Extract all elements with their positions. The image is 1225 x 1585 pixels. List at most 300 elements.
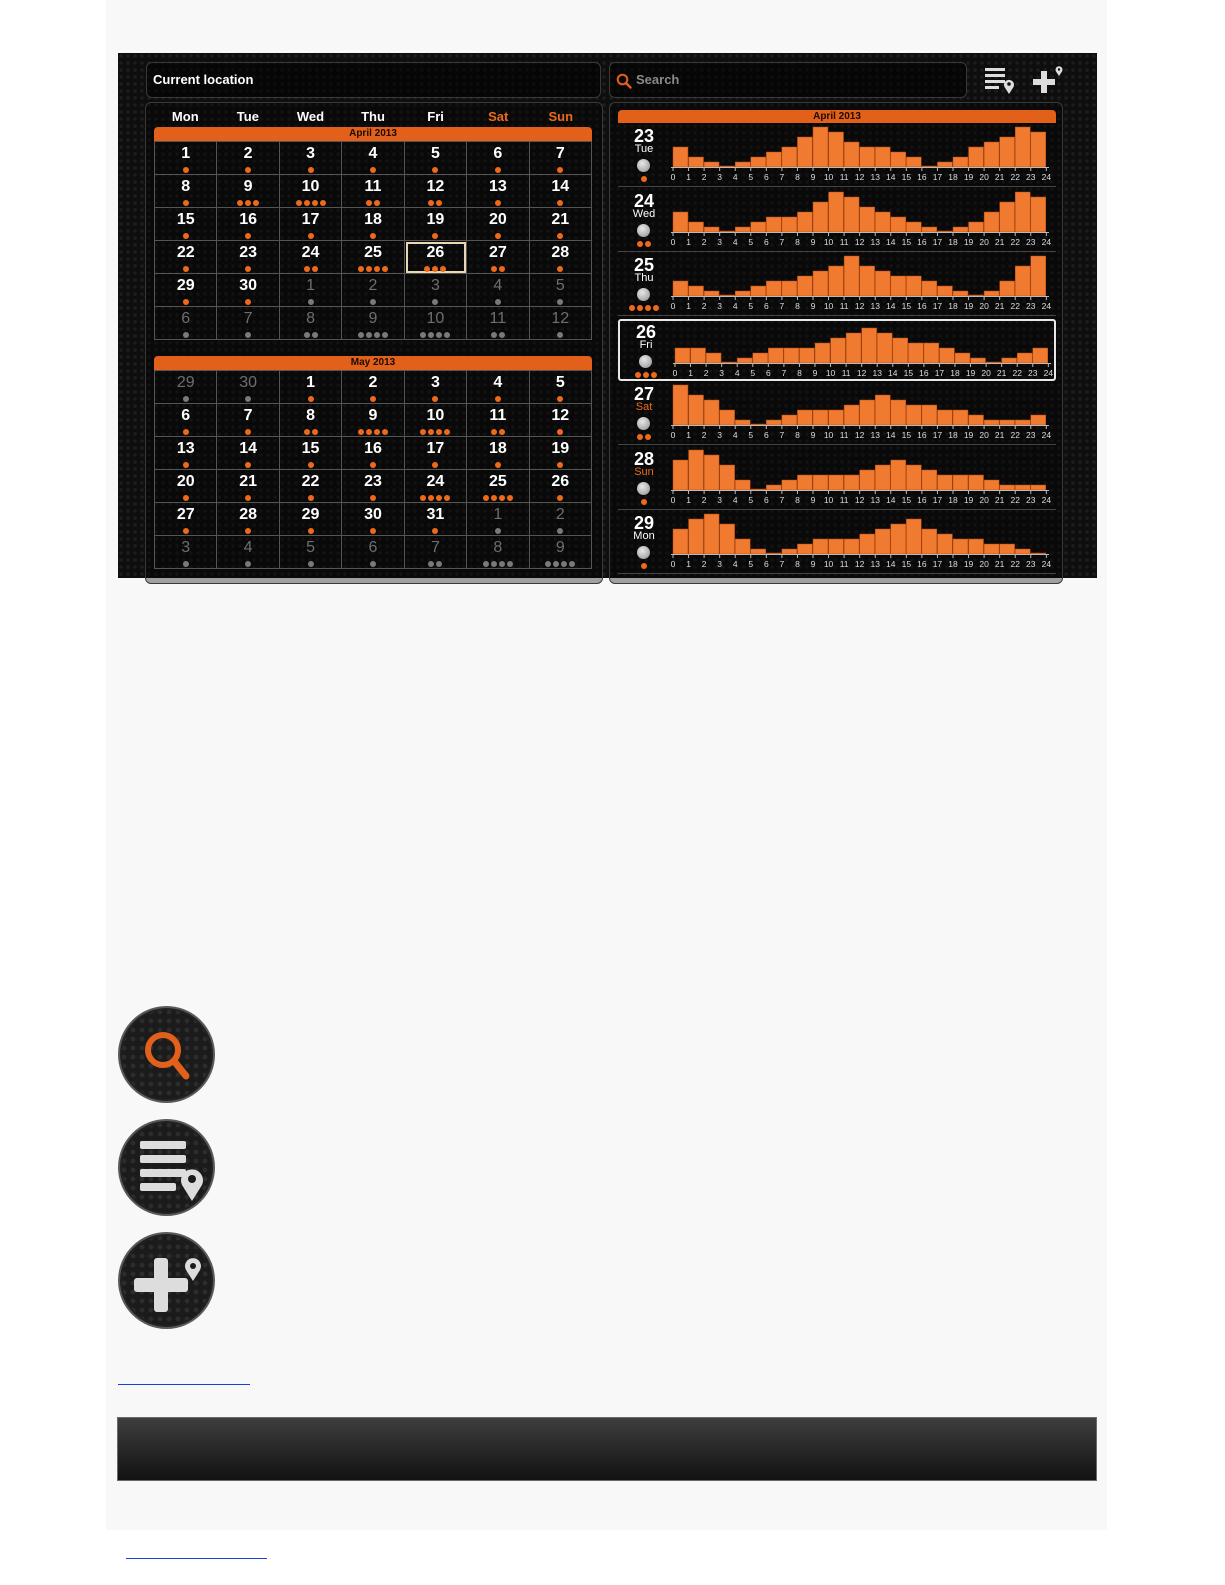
- calendar-day[interactable]: [467, 371, 529, 404]
- event-dots: [530, 559, 591, 567]
- x-tick-label: 20: [979, 301, 989, 311]
- hour-bar: [984, 212, 999, 232]
- hour-bar: [860, 147, 875, 167]
- hour-bar: [1002, 358, 1017, 363]
- daily-chart-row[interactable]: [618, 125, 1056, 187]
- calendar-day[interactable]: [280, 175, 342, 208]
- event-dot: [308, 528, 314, 534]
- day-number: 23: [364, 473, 382, 490]
- calendar-day[interactable]: [530, 274, 592, 307]
- event-dot: [183, 429, 189, 435]
- hour-bar: [751, 157, 766, 167]
- calendar-day[interactable]: [342, 175, 404, 208]
- add-location-button[interactable]: [1029, 63, 1065, 97]
- x-tick-label: 5: [748, 172, 754, 182]
- event-dot: [374, 266, 380, 272]
- search-button-large[interactable]: [118, 1006, 215, 1103]
- hour-bar: [844, 197, 859, 232]
- day-number: 5: [555, 374, 565, 391]
- event-dots: [217, 297, 278, 305]
- event-dot: [183, 233, 189, 239]
- chart-day-name: Fri: [639, 338, 653, 351]
- hour-bar: [1031, 553, 1046, 554]
- event-dots: [530, 165, 591, 173]
- x-tick-label: 14: [886, 430, 896, 440]
- hour-bar: [953, 157, 968, 167]
- hour-bar: [953, 410, 968, 425]
- calendar-day[interactable]: [280, 536, 342, 569]
- event-dot: [382, 266, 388, 272]
- daily-chart-row[interactable]: [618, 512, 1056, 574]
- calendar-day[interactable]: [467, 437, 529, 470]
- hour-bar: [675, 348, 690, 363]
- event-dots: [467, 264, 528, 272]
- hour-bar: [813, 202, 828, 232]
- calendar-day[interactable]: [217, 307, 279, 340]
- calendar-day[interactable]: [405, 175, 467, 208]
- hour-bar: [844, 405, 859, 425]
- event-dots: [405, 231, 466, 239]
- hour-bar: [735, 227, 750, 232]
- x-tick-label: 8: [795, 236, 800, 247]
- event-dots: [280, 231, 341, 239]
- chart-day-name: Wed: [632, 207, 656, 220]
- event-dot: [495, 233, 501, 239]
- hour-bar: [906, 276, 921, 296]
- x-tick-label: 20: [979, 430, 989, 440]
- x-tick-label: 7: [779, 236, 785, 247]
- calendar-day[interactable]: [342, 371, 404, 404]
- calendar-day[interactable]: [342, 437, 404, 470]
- day-number: 2: [555, 506, 565, 523]
- calendar-day[interactable]: [405, 142, 467, 175]
- x-tick-label: 6: [765, 367, 771, 378]
- day-number: 3: [430, 374, 440, 391]
- x-tick-label: 9: [810, 430, 816, 440]
- x-tick-label: 13: [870, 301, 880, 311]
- event-dot: [491, 561, 497, 567]
- event-dots: [342, 427, 403, 435]
- calendar-day[interactable]: [155, 404, 217, 437]
- x-tick-label: 5: [748, 559, 754, 569]
- search-icon: [616, 73, 632, 89]
- hour-bar: [782, 480, 797, 490]
- event-dot: [436, 200, 442, 206]
- hour-bar: [766, 553, 781, 554]
- calendar-day[interactable]: [217, 142, 279, 175]
- moon-phase-icon: [637, 224, 650, 237]
- calendar-day[interactable]: [217, 470, 279, 503]
- calendar-day[interactable]: [467, 175, 529, 208]
- day-number: 13: [176, 440, 195, 457]
- calendar-day[interactable]: [467, 208, 529, 241]
- location-list-button-large[interactable]: [118, 1119, 215, 1216]
- calendar-day[interactable]: [405, 404, 467, 437]
- hour-bar: [735, 291, 750, 296]
- hour-bar: [782, 217, 797, 232]
- calendar-day[interactable]: [342, 142, 404, 175]
- calendar-day[interactable]: [405, 536, 467, 569]
- event-dot: [428, 561, 434, 567]
- calendar-day[interactable]: [530, 142, 592, 175]
- calendar-day[interactable]: [155, 371, 217, 404]
- search-icon: [120, 1008, 213, 1101]
- calendar-day[interactable]: [342, 536, 404, 569]
- event-dots: [405, 559, 466, 567]
- calendar-day[interactable]: [467, 404, 529, 437]
- calendar-day[interactable]: [280, 470, 342, 503]
- event-dot: [237, 200, 243, 206]
- calendar-day[interactable]: [467, 503, 529, 536]
- weekday-label: Sat: [488, 109, 509, 124]
- hour-bar: [1031, 256, 1046, 296]
- hour-bar: [1000, 420, 1015, 425]
- calendar-day[interactable]: [530, 470, 592, 503]
- hour-bar: [955, 353, 970, 363]
- event-dots: [405, 460, 466, 468]
- x-tick-label: 16: [917, 172, 927, 182]
- event-dots: [342, 394, 403, 402]
- day-number: 29: [301, 506, 320, 523]
- hour-bar: [986, 362, 1001, 363]
- x-tick-label: 24: [1041, 430, 1052, 440]
- x-tick-label: 20: [979, 494, 989, 505]
- event-dots: [618, 174, 670, 182]
- day-number: 8: [493, 539, 503, 556]
- calendar-day[interactable]: [530, 307, 592, 340]
- day-number: 28: [239, 506, 258, 523]
- calendar-day[interactable]: [217, 371, 279, 404]
- day-number: 10: [426, 310, 445, 327]
- event-dot: [245, 528, 251, 534]
- calendar-day[interactable]: [342, 241, 404, 274]
- calendar-day[interactable]: [405, 208, 467, 241]
- day-number: 2: [368, 374, 378, 391]
- chart-day-number: 27: [633, 384, 655, 404]
- calendar-day[interactable]: [530, 241, 592, 274]
- event-dot: [436, 429, 442, 435]
- calendar-day[interactable]: [342, 208, 404, 241]
- calendar-day[interactable]: [280, 274, 342, 307]
- hour-bar: [875, 212, 890, 232]
- calendar-day[interactable]: [530, 437, 592, 470]
- chart-day-name: Thu: [634, 272, 654, 284]
- event-dot: [432, 299, 438, 305]
- calendar-day[interactable]: [280, 437, 342, 470]
- x-tick-label: 0: [670, 430, 676, 440]
- calendar-day[interactable]: [405, 241, 467, 274]
- calendar-day[interactable]: [467, 142, 529, 175]
- event-dots: [467, 231, 528, 239]
- x-tick-label: 11: [839, 301, 849, 311]
- x-tick-label: 18: [948, 172, 958, 182]
- hour-bar: [862, 328, 877, 363]
- day-number: 12: [426, 178, 445, 195]
- hour-bar: [860, 470, 875, 490]
- x-tick-label: 13: [870, 494, 880, 505]
- event-dot: [491, 266, 497, 272]
- calendar-day[interactable]: [342, 274, 404, 307]
- calendar-day[interactable]: [155, 175, 217, 208]
- event-dot: [245, 299, 251, 305]
- x-tick-label: 4: [732, 559, 738, 569]
- calendar-day[interactable]: [280, 404, 342, 437]
- calendar-day[interactable]: [217, 274, 279, 307]
- day-number: 1: [181, 145, 191, 162]
- daily-chart-row[interactable]: [618, 190, 1056, 252]
- hour-bar: [922, 281, 937, 296]
- event-dot: [495, 299, 501, 305]
- x-tick-label: 15: [901, 494, 912, 505]
- event-dots: [405, 427, 466, 435]
- daily-chart-row[interactable]: [618, 383, 1056, 445]
- event-dot: [436, 561, 442, 567]
- daily-chart-row[interactable]: [618, 254, 1056, 316]
- search-placeholder: Search: [636, 72, 680, 87]
- hour-bar: [673, 385, 688, 425]
- day-number: 3: [430, 277, 440, 294]
- x-tick-label: 10: [823, 236, 834, 247]
- hour-bar: [766, 152, 781, 167]
- event-dots: [530, 198, 591, 206]
- calendar-day[interactable]: [467, 307, 529, 340]
- hour-bar: [831, 338, 846, 363]
- event-dot: [557, 299, 563, 305]
- calendar-day[interactable]: [405, 371, 467, 404]
- calendar-day[interactable]: [342, 404, 404, 437]
- event-dots: [530, 264, 591, 272]
- hour-bar: [891, 217, 906, 232]
- calendar-day[interactable]: [405, 437, 467, 470]
- day-number: 5: [430, 145, 440, 162]
- hourly-bar-chart: [670, 450, 1052, 506]
- hour-bar: [969, 295, 984, 296]
- calendar-day[interactable]: [280, 371, 342, 404]
- calendar-day[interactable]: [280, 241, 342, 274]
- calendar-day[interactable]: [217, 241, 279, 274]
- day-number: 27: [176, 506, 195, 523]
- event-dots: [618, 561, 670, 569]
- link-underline[interactable]: [126, 1558, 267, 1559]
- event-dots: [342, 559, 403, 567]
- event-dot: [312, 332, 318, 338]
- calendar-day[interactable]: [405, 503, 467, 536]
- day-number: 1: [493, 506, 503, 523]
- calendar-day[interactable]: [280, 503, 342, 536]
- x-tick-label: 12: [854, 301, 865, 311]
- hour-bar: [829, 539, 844, 554]
- hour-bar: [689, 157, 704, 167]
- event-dot: [495, 528, 501, 534]
- current-location-field[interactable]: Current location: [146, 62, 601, 98]
- add-location-button-large[interactable]: [118, 1232, 215, 1329]
- event-dots: [280, 493, 341, 501]
- x-tick-label: 13: [870, 172, 880, 182]
- calendar-day[interactable]: [217, 208, 279, 241]
- event-dots: [530, 394, 591, 402]
- chart-day-number: 28: [633, 448, 655, 469]
- event-dots: [155, 297, 216, 305]
- day-number: 30: [239, 374, 258, 391]
- hour-bar: [720, 465, 735, 490]
- day-number: 17: [426, 440, 445, 457]
- x-tick-label: 10: [823, 430, 834, 440]
- calendar-day[interactable]: [155, 503, 217, 536]
- day-number: 15: [176, 211, 195, 228]
- calendar-day[interactable]: [405, 470, 467, 503]
- day-number: 11: [364, 178, 382, 195]
- calendar-day[interactable]: [155, 208, 217, 241]
- x-tick-label: 24: [1041, 301, 1052, 311]
- calendar-day[interactable]: [530, 208, 592, 241]
- x-tick-label: 7: [779, 301, 785, 311]
- daily-chart-row[interactable]: [618, 319, 1056, 381]
- x-tick-label: 24: [1041, 236, 1052, 247]
- hour-bar: [875, 465, 890, 490]
- x-tick-label: 21: [994, 301, 1005, 311]
- calendar-day[interactable]: [155, 274, 217, 307]
- x-tick-label: 15: [901, 430, 912, 440]
- calendar-day[interactable]: [467, 536, 529, 569]
- hour-bar: [766, 281, 781, 296]
- event-dot: [183, 299, 189, 305]
- calendar-day[interactable]: [217, 503, 279, 536]
- x-tick-label: 12: [854, 430, 865, 440]
- x-tick-label: 22: [1010, 430, 1020, 440]
- day-number: 18: [488, 440, 507, 457]
- location-list-button[interactable]: [982, 63, 1018, 97]
- event-dot: [444, 495, 450, 501]
- x-tick-label: 23: [1026, 559, 1036, 569]
- x-tick-label: 15: [903, 367, 914, 378]
- moon-phase-icon: [637, 159, 650, 172]
- event-dots: [280, 559, 341, 567]
- x-tick-label: 18: [948, 494, 958, 505]
- chart-day-number: 23: [633, 126, 655, 146]
- x-tick-label: 2: [703, 367, 709, 378]
- calendar-day[interactable]: [467, 241, 529, 274]
- calendar-day[interactable]: [530, 503, 592, 536]
- x-tick-label: 8: [795, 430, 800, 440]
- day-number: 7: [243, 407, 253, 424]
- x-tick-label: 21: [994, 494, 1005, 505]
- location-list-icon: [982, 63, 1018, 97]
- x-tick-label: 15: [901, 301, 912, 311]
- event-dot: [491, 332, 497, 338]
- daily-chart-row[interactable]: [618, 448, 1056, 510]
- hour-bar: [768, 348, 783, 363]
- x-tick-label: 14: [888, 367, 898, 378]
- hour-bar: [1015, 485, 1030, 490]
- event-dot: [491, 495, 497, 501]
- x-tick-label: 0: [670, 301, 676, 311]
- hour-bar: [939, 348, 954, 363]
- calendar-day[interactable]: [217, 536, 279, 569]
- x-tick-label: 3: [717, 430, 723, 440]
- calendar-day[interactable]: [217, 404, 279, 437]
- event-dot: [183, 332, 189, 338]
- event-dot: [420, 495, 426, 501]
- hour-bar: [704, 455, 719, 490]
- x-tick-label: 3: [717, 301, 723, 311]
- calendar-day[interactable]: [280, 307, 342, 340]
- calendar-day[interactable]: [405, 307, 467, 340]
- day-number: 12: [551, 407, 570, 424]
- calendar-day[interactable]: [530, 175, 592, 208]
- calendar-day[interactable]: [467, 274, 529, 307]
- hour-bar: [906, 465, 921, 490]
- calendar-day[interactable]: [342, 470, 404, 503]
- event-dot: [358, 429, 364, 435]
- calendar-day[interactable]: [155, 536, 217, 569]
- x-tick-label: 12: [856, 367, 867, 378]
- event-dot: [245, 495, 251, 501]
- search-field[interactable]: [609, 62, 967, 98]
- calendar-day[interactable]: [217, 175, 279, 208]
- calendar-day[interactable]: [342, 307, 404, 340]
- x-tick-label: 6: [763, 301, 769, 311]
- calendar-day[interactable]: [155, 437, 217, 470]
- x-tick-label: 5: [748, 236, 754, 247]
- calendar-day[interactable]: [342, 503, 404, 536]
- hour-bar: [984, 142, 999, 167]
- x-tick-label: 22: [1010, 172, 1020, 182]
- link-underline[interactable]: [118, 1384, 250, 1385]
- event-dots: [467, 198, 528, 206]
- calendar-day[interactable]: [530, 404, 592, 437]
- hour-bar: [846, 333, 861, 363]
- event-dot: [483, 561, 489, 567]
- calendar-day[interactable]: [280, 142, 342, 175]
- calendar-day[interactable]: [467, 470, 529, 503]
- event-dot: [245, 429, 251, 435]
- hour-bar: [720, 295, 735, 296]
- event-dot: [245, 233, 251, 239]
- calendar-day[interactable]: [155, 142, 217, 175]
- calendar-day[interactable]: [155, 470, 217, 503]
- x-tick-label: 14: [886, 172, 896, 182]
- month-grid: [154, 141, 592, 340]
- event-dot: [432, 167, 438, 173]
- event-dot: [183, 266, 189, 272]
- x-tick-label: 9: [810, 301, 816, 311]
- x-tick-label: 13: [870, 236, 880, 247]
- calendar-day[interactable]: [280, 208, 342, 241]
- event-dot: [366, 332, 372, 338]
- moon-phase-icon: [637, 482, 650, 495]
- hour-bar: [969, 415, 984, 425]
- hour-bar: [860, 400, 875, 425]
- calendar-day[interactable]: [530, 371, 592, 404]
- x-tick-label: 10: [823, 559, 834, 569]
- day-number: 1: [306, 277, 316, 294]
- hour-bar: [829, 266, 844, 296]
- calendar-day[interactable]: [155, 241, 217, 274]
- calendar-day[interactable]: [155, 307, 217, 340]
- event-dot: [420, 429, 426, 435]
- day-number: 9: [368, 407, 378, 424]
- event-dots: [155, 330, 216, 338]
- calendar-day[interactable]: [405, 274, 467, 307]
- calendar-day[interactable]: [530, 536, 592, 569]
- x-tick-label: 18: [948, 301, 958, 311]
- calendar-day[interactable]: [217, 437, 279, 470]
- hour-bar: [751, 424, 766, 425]
- event-dots: [217, 526, 278, 534]
- x-tick-label: 8: [797, 367, 802, 378]
- event-dots: [342, 297, 403, 305]
- event-dot: [304, 332, 310, 338]
